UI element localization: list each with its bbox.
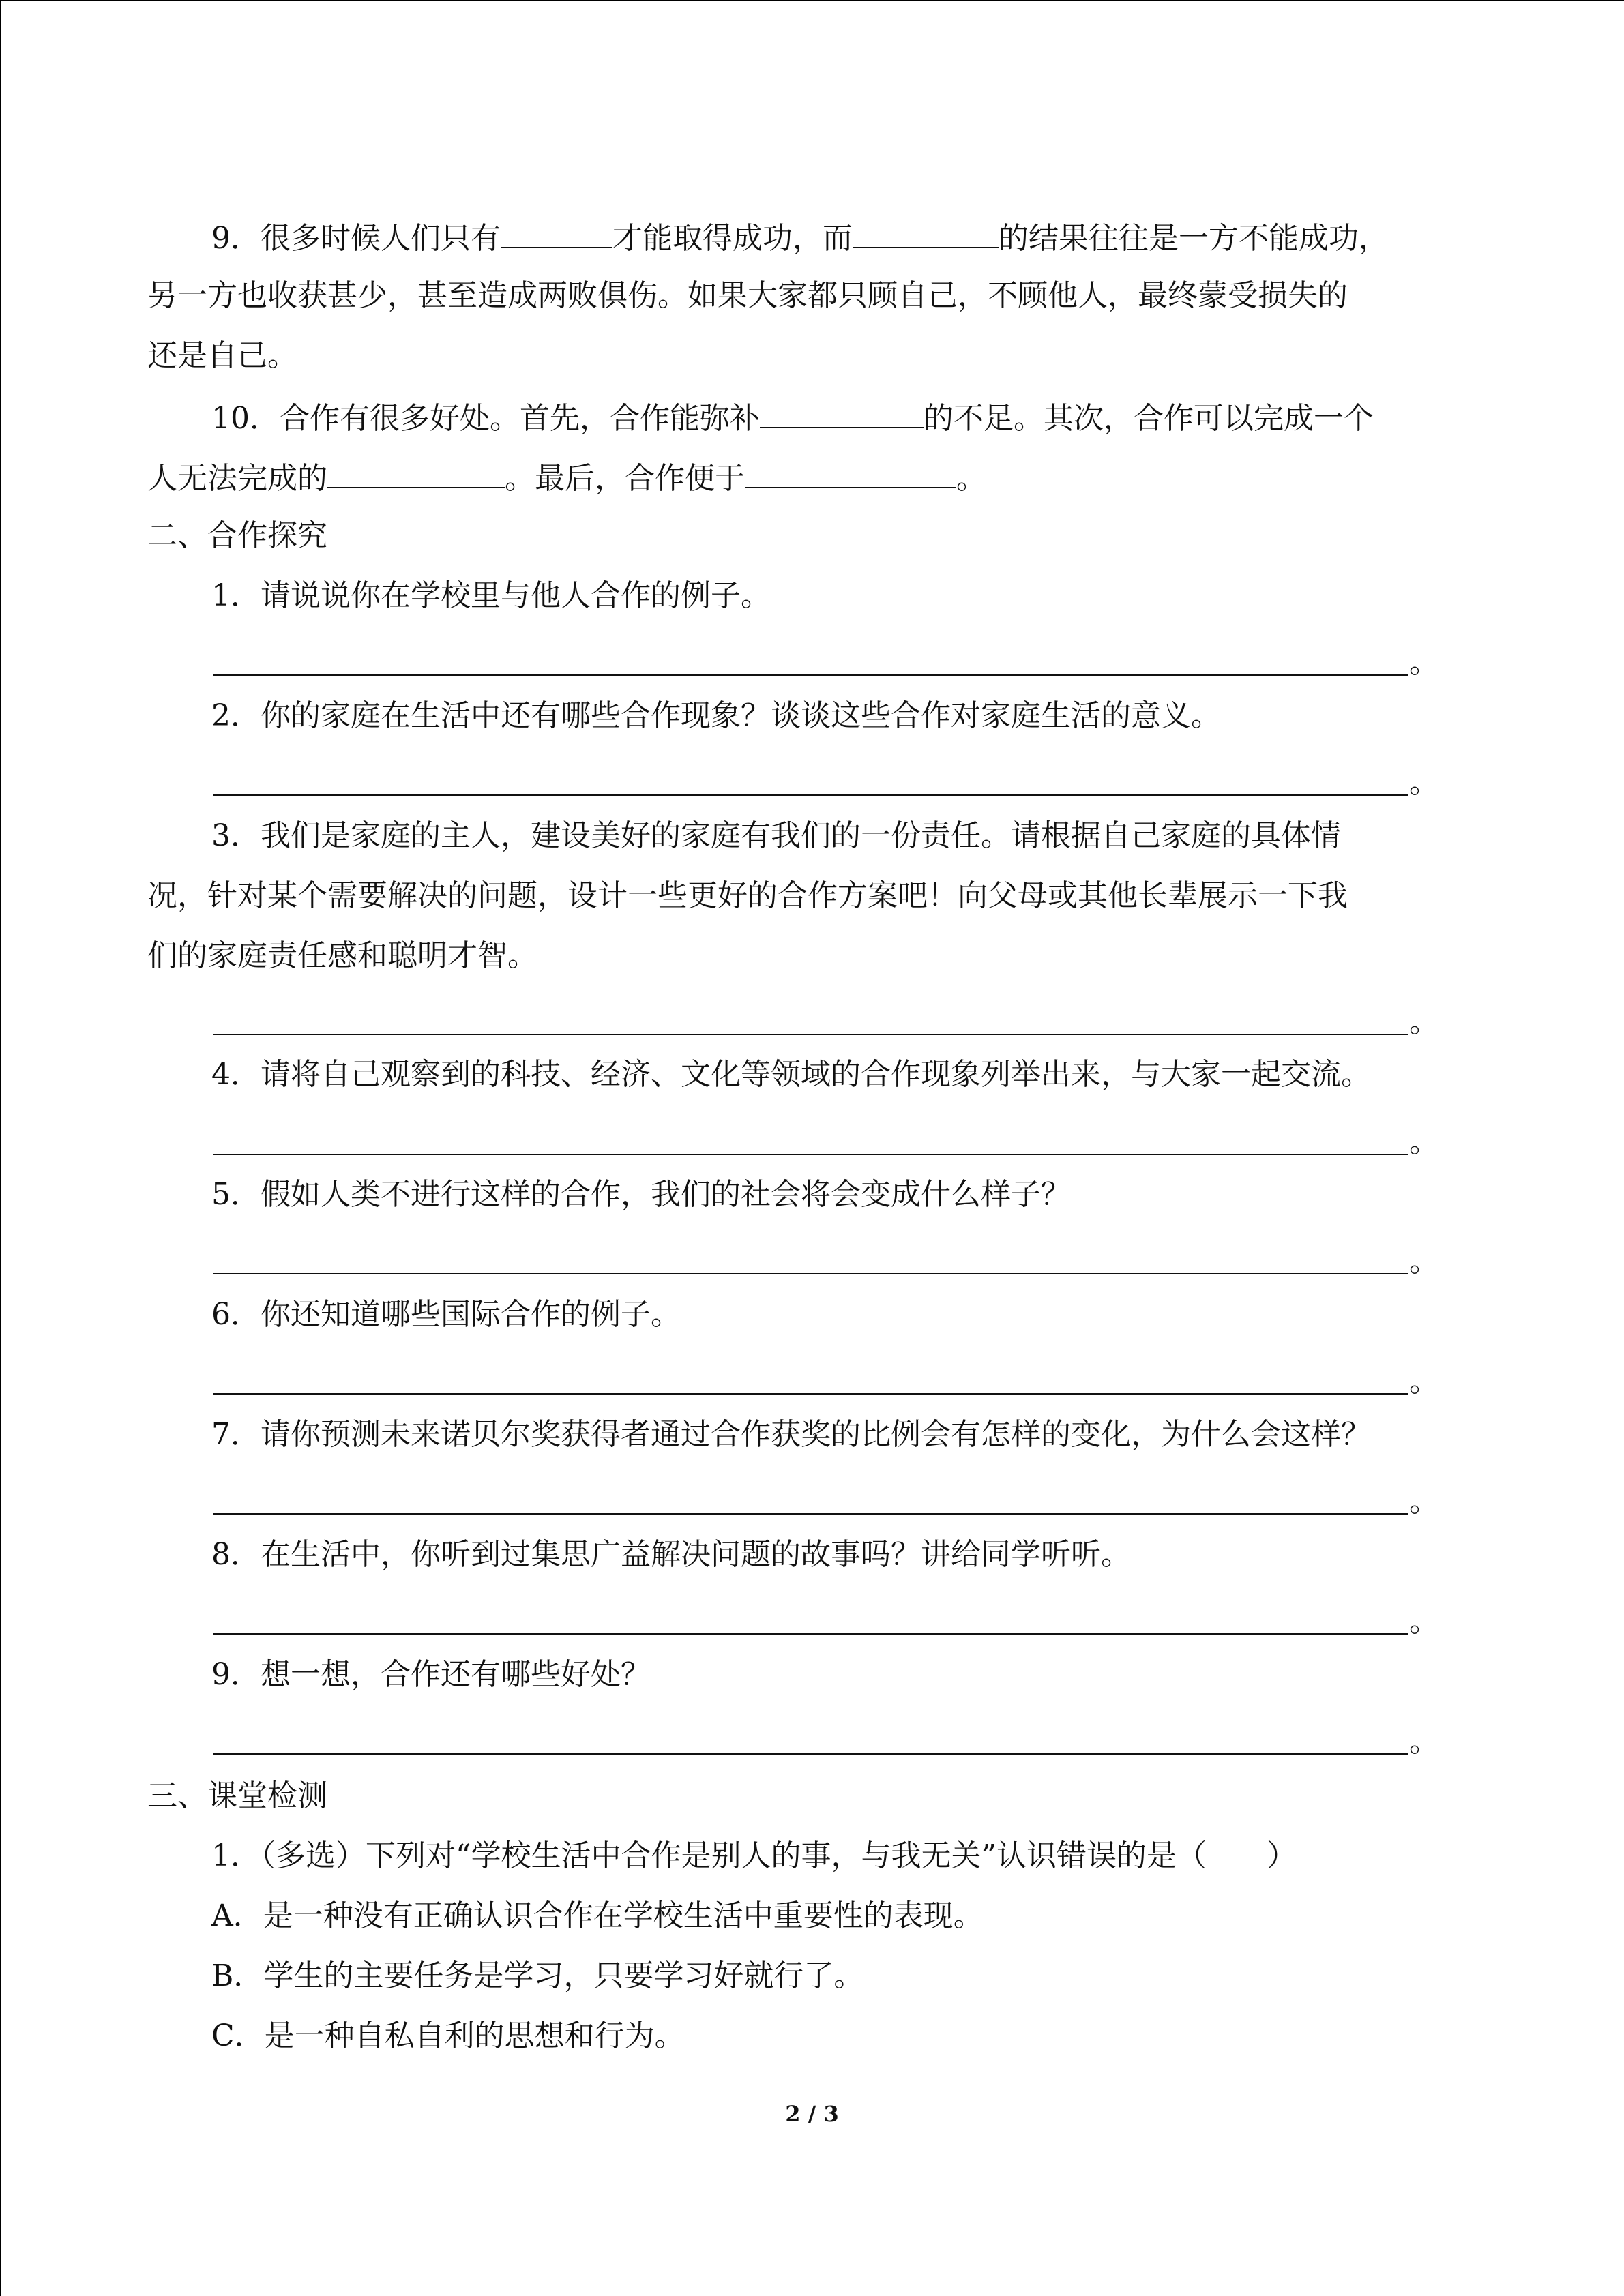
q9-text-part1: 很多时候人们只有 — [261, 221, 501, 256]
q10-line-1 — [211, 396, 1374, 439]
s3-option-c-letter: C． — [211, 2018, 265, 2053]
s2-q9 — [211, 1654, 651, 1695]
s2-q1-answer-line[interactable] — [213, 674, 1408, 676]
q9-line-2: 另一方也收获甚少，甚至造成两败俱伤。如果大家都只顾自己，不顾他人，最终蒙受损失的 — [147, 278, 1348, 313]
s3-q1-text: （多选）下列对“学校生活中合作是别人的事，与我无关”认识错误的是（ ） — [261, 1838, 1297, 1873]
s2-q5-answer-line[interactable] — [213, 1273, 1408, 1274]
s2-q7-number: 7． — [211, 1417, 261, 1452]
q10-text-line2c: 。 — [956, 461, 986, 496]
s2-q8-text: 在生活中，你听到过集思广益解决问题的故事吗？讲给同学听听。 — [261, 1537, 1131, 1572]
s2-q5-number: 5． — [211, 1177, 261, 1212]
s2-q8 — [211, 1534, 1131, 1575]
s3-option-c-text: 是一种自私自利的思想和行为。 — [264, 2018, 685, 2053]
s2-q7-answer-period: 。 — [1409, 1484, 1439, 1519]
s2-q6-answer-line[interactable] — [213, 1393, 1408, 1395]
s2-q6-text: 你还知道哪些国际合作的例子。 — [261, 1297, 681, 1332]
s2-q1-answer-period: 。 — [1409, 645, 1439, 680]
s3-q1-number: 1． — [211, 1838, 261, 1873]
q10-blank-3[interactable] — [745, 456, 956, 488]
s3-q1 — [211, 1836, 1297, 1877]
q9-text-part2: 才能取得成功，而 — [612, 221, 853, 256]
s2-q7-text: 请你预测未来诺贝尔奖获得者通过合作获奖的比例会有怎样的变化，为什么会这样？ — [261, 1417, 1371, 1452]
s2-q2 — [211, 696, 1221, 736]
s3-option-a-letter: A． — [211, 1898, 263, 1933]
s2-q5 — [211, 1174, 1071, 1215]
q9-blank-2[interactable] — [853, 215, 999, 248]
q10-text-line2b: 。最后，合作便于 — [505, 461, 745, 496]
q9-line-1 — [211, 215, 1389, 259]
q9-line-3: 还是自己。 — [147, 338, 297, 373]
s2-q1-number: 1． — [211, 578, 261, 613]
s2-q2-answer-period: 。 — [1409, 765, 1439, 800]
q10-line-2 — [147, 456, 986, 499]
s2-q3-number: 3． — [211, 818, 261, 853]
s3-option-c[interactable] — [211, 2016, 685, 2057]
s2-q6-number: 6． — [211, 1297, 261, 1332]
s2-q1-text: 请说说你在学校里与他人合作的例子。 — [261, 578, 771, 613]
s2-q9-answer-line[interactable] — [213, 1753, 1408, 1755]
q10-text-part1: 合作有很多好处。首先，合作能弥补 — [280, 401, 760, 436]
s2-q8-number: 8． — [211, 1537, 261, 1572]
q10-blank-1[interactable] — [760, 396, 924, 428]
s3-option-b-text: 学生的主要任务是学习，只要学习好就行了。 — [263, 1958, 864, 1993]
s2-q4-number: 4． — [211, 1057, 261, 1092]
s3-option-b[interactable] — [211, 1956, 863, 1997]
s2-q3 — [211, 816, 1341, 856]
q10-text-line2a: 人无法完成的 — [147, 461, 327, 496]
q10-number: 10． — [211, 401, 280, 436]
s3-option-a-text: 是一种没有正确认识合作在学校生活中重要性的表现。 — [263, 1898, 984, 1933]
s2-q2-answer-line[interactable] — [213, 794, 1408, 796]
s2-q1 — [211, 576, 771, 616]
section2-title: 二、合作探究 — [147, 518, 327, 553]
q10-blank-2[interactable] — [327, 456, 505, 488]
s2-q5-text: 假如人类不进行这样的合作，我们的社会将会变成什么样子？ — [261, 1177, 1071, 1212]
s2-q6 — [211, 1294, 681, 1335]
s2-q5-answer-period: 。 — [1409, 1244, 1439, 1279]
q10-text-part2: 的不足。其次，合作可以完成一个 — [924, 401, 1374, 436]
s2-q3-line-2: 况，针对某个需要解决的问题，设计一些更好的合作方案吧！向父母或其他长辈展示一下我 — [147, 878, 1348, 913]
s2-q8-answer-period: 。 — [1409, 1604, 1439, 1639]
s2-q4-answer-line[interactable] — [213, 1154, 1408, 1155]
s2-q4 — [211, 1054, 1371, 1095]
s2-q9-number: 9． — [211, 1657, 261, 1692]
s2-q3-answer-period: 。 — [1409, 1004, 1439, 1039]
s2-q4-answer-period: 。 — [1409, 1124, 1439, 1159]
s2-q3-text: 我们是家庭的主人，建设美好的家庭有我们的一份责任。请根据自己家庭的具体情 — [261, 818, 1341, 853]
s3-option-b-letter: B． — [211, 1958, 264, 1993]
page-number: 2 / 3 — [785, 2101, 839, 2127]
s2-q8-answer-line[interactable] — [213, 1633, 1408, 1635]
s2-q9-answer-period: 。 — [1409, 1724, 1439, 1759]
s2-q2-text: 你的家庭在生活中还有哪些合作现象？谈谈这些合作对家庭生活的意义。 — [261, 698, 1221, 733]
section3-title: 三、课堂检测 — [147, 1778, 327, 1813]
s2-q2-number: 2． — [211, 698, 261, 733]
s2-q3-line-3: 们的家庭责任感和聪明才智。 — [147, 938, 537, 973]
s2-q7-answer-line[interactable] — [213, 1513, 1408, 1515]
s3-option-a[interactable] — [211, 1896, 984, 1937]
q9-blank-1[interactable] — [501, 215, 612, 248]
s2-q3-answer-line[interactable] — [213, 1034, 1408, 1035]
s2-q6-answer-period: 。 — [1409, 1364, 1439, 1399]
q9-number: 9． — [211, 221, 261, 256]
s2-q9-text: 想一想，合作还有哪些好处？ — [261, 1657, 651, 1692]
s2-q4-text: 请将自己观察到的科技、经济、文化等领域的合作现象列举出来，与大家一起交流。 — [261, 1057, 1371, 1092]
q9-text-part3: 的结果往往是一方不能成功， — [999, 221, 1389, 256]
s2-q7 — [211, 1414, 1371, 1455]
